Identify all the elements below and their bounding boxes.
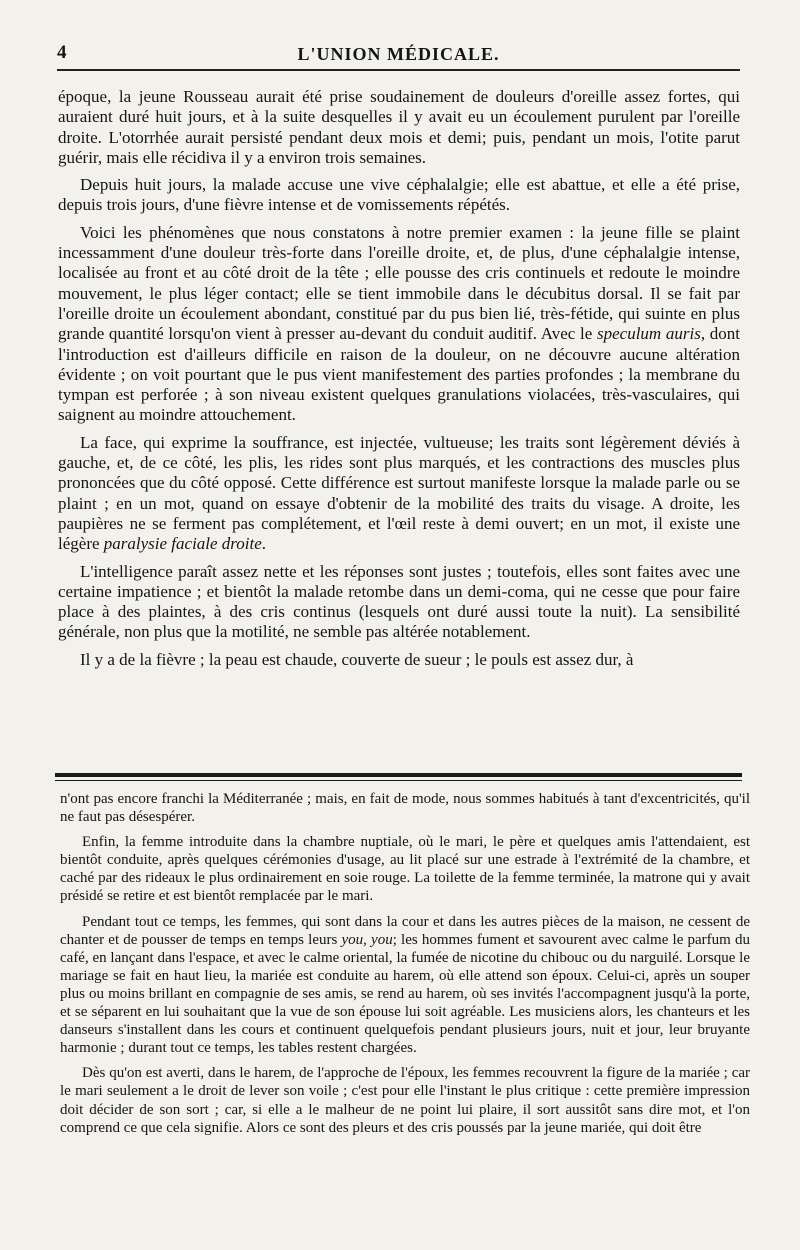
page-number: 4: [57, 42, 67, 63]
feuilleton-separator: [55, 773, 742, 782]
header-rule: [57, 69, 740, 71]
italic-term: speculum auris: [596, 324, 701, 344]
paragraph-text: , dont l'introduction est d'ailleurs difficile en raison de la douleur, on ne découvre aucune altération évidente ; on voit pourtant que le pus vient manifestement des parties profondes ; la membrane du tympan est perforée ; à son niveau existent quelques granulations violacées, très-vasculaires, qui saignent au moindre attouchement.: [58, 324, 740, 425]
paragraph-text: ; les hommes fument et savourent avec calme le parfum du café, en lançant dans l'espace, et avec le calme oriental, la fumée de nicotine du chibouc ou du narguilé. Lorsque le mariage se fait en haut lieu, la mariée est conduite au harem, où elle attend son époux. Celui-ci, après un souper plus ou moins brillant en compagnie de ses amis, se rend au harem, où ses invités l'accompagnent jusqu'à la porte, et se séparent en lui souhaitant que la vue de son épouse lui soit agréable. Les musiciens alors, les chanteurs et les danseurs s'installent dans les cours et continuent quelquefois pendant plusieurs jours, nuit et jour, leur bruyante harmonie ; durant tout ce temps, les tables restent chargées.: [60, 931, 750, 1057]
feuilleton-section: [60, 790, 750, 1137]
running-title: L'UNION MÉDICALE.: [297, 44, 500, 64]
article-paragraph: L'intelligence paraît assez nette et les réponses sont justes ; toutefois, elles sont faites avec une certaine impatience ; et bientôt la malade retombe dans un demi-coma, qui ne cesse que pour faire place à des plaintes, à des cris continus (lesquels ont duré aussi toute la nuit). La sensibilité générale, non plus que la motilité, ne semble pas altérée notablement.: [58, 561, 740, 642]
article-paragraph: [58, 433, 740, 555]
article-paragraph: Il y a de la fièvre ; la peau est chaude, couverte de sueur ; le pouls est assez dur, à: [80, 649, 634, 669]
paragraph-text: .: [261, 534, 267, 554]
page-header: [57, 42, 740, 68]
article-paragraph: Depuis huit jours, la malade accuse une vive céphalalgie; elle est abattue, et elle a été prise, depuis trois jours, d'une fièvre intense et de vomissements répétés.: [58, 175, 740, 215]
italic-term: paralysie faciale droite: [103, 534, 262, 554]
paragraph-text: Voici les phénomènes que nous constatons à notre premier examen : la jeune fille se plaint incessamment d'une douleur très-forte dans l'oreille droite, et, de plus, d'une céphalalgie intense, localisée au front et au côté droit de la tête ; elle pousse des cris continuels et redoute le moindre mouvement, le plus léger contact; elle se tient immobile dans le décubitus dorsal. Il se fait par l'oreille droite un écoulement abondant, constitué par du pus bien lié, très-fétide, qui suinte en plus grande quantité lorsqu'on vient à presser au-devant du conduit auditif. Avec le: [58, 222, 740, 344]
article-paragraph: époque, la jeune Rousseau aurait été prise soudainement de douleurs d'oreille assez fortes, qui auraient duré huit jours, et à la suite desquelles il y avait eu un écoulement purulent par l'oreille droite. L'otorrhée aurait persisté pendant deux mois et demi; puis, pendant un mois, l'otite parut guérir, mais elle récidiva il y a environ trois semaines.: [58, 87, 740, 167]
feuilleton-paragraph: Dès qu'on est averti, dans le harem, de l'approche de l'époux, les femmes recouvrent la figure de la mariée ; car le mari seulement a le droit de lever son voile ; c'est pour elle l'instant le plus critique : cette première impression doit décider de son sort ; car, si elle a le malheur de ne point lui plaire, il sort aussitôt sans dire mot, et l'on comprend ce que cela signifie. Alors ce sont des pleurs et des cris poussés par la jeune mariée, qui doit être: [60, 1065, 750, 1136]
separator-thin-rule: [55, 780, 742, 781]
feuilleton-paragraph: [60, 913, 750, 1058]
separator-thick-rule: [55, 773, 742, 777]
feuilleton-paragraph: Enfin, la femme introduite dans la chambre nuptiale, où le mari, le père et quelques amis l'attendaient, est bientôt conduite, après quelques cérémonies d'usage, au lit placé sur une estrade à l'extrémité de la chambre, et caché par des rideaux le plus ordinairement en soie rouge. La toilette de la femme terminée, la matrone qui y avait présidé se retire et est bientôt remplacée par le mari.: [60, 834, 750, 905]
main-article: [58, 87, 740, 670]
paragraph-text: Pendant tout ce temps, les femmes, qui sont dans la cour et dans les autres pièces de la maison, ne cessent de chanter et de pousser de temps en temps leurs: [60, 913, 750, 948]
feuilleton-paragraph: n'ont pas encore franchi la Méditerranée ; mais, en fait de mode, nous sommes habitués à tant d'excentricités, qu'il ne faut pas désespérer.: [60, 791, 750, 826]
italic-term: you, you: [341, 931, 393, 948]
article-paragraph: [58, 223, 740, 426]
paragraph-text: La face, qui exprime la souffrance, est injectée, vultueuse; les traits sont légèrement déviés à gauche, et, de ce côté, les plis, les rides sont plus marqués, et les contractions des muscles plus prononcées que du côté opposé. Cette différence est surtout manifeste lorsque la malade parle ou se plaint ; en un mot, quand on essaye d'obtenir de la mobilité des traits du visage. A droite, les paupières ne se ferment pas complétement, et l'œil reste à demi ouvert; en un mot, il existe une légère: [58, 432, 740, 554]
